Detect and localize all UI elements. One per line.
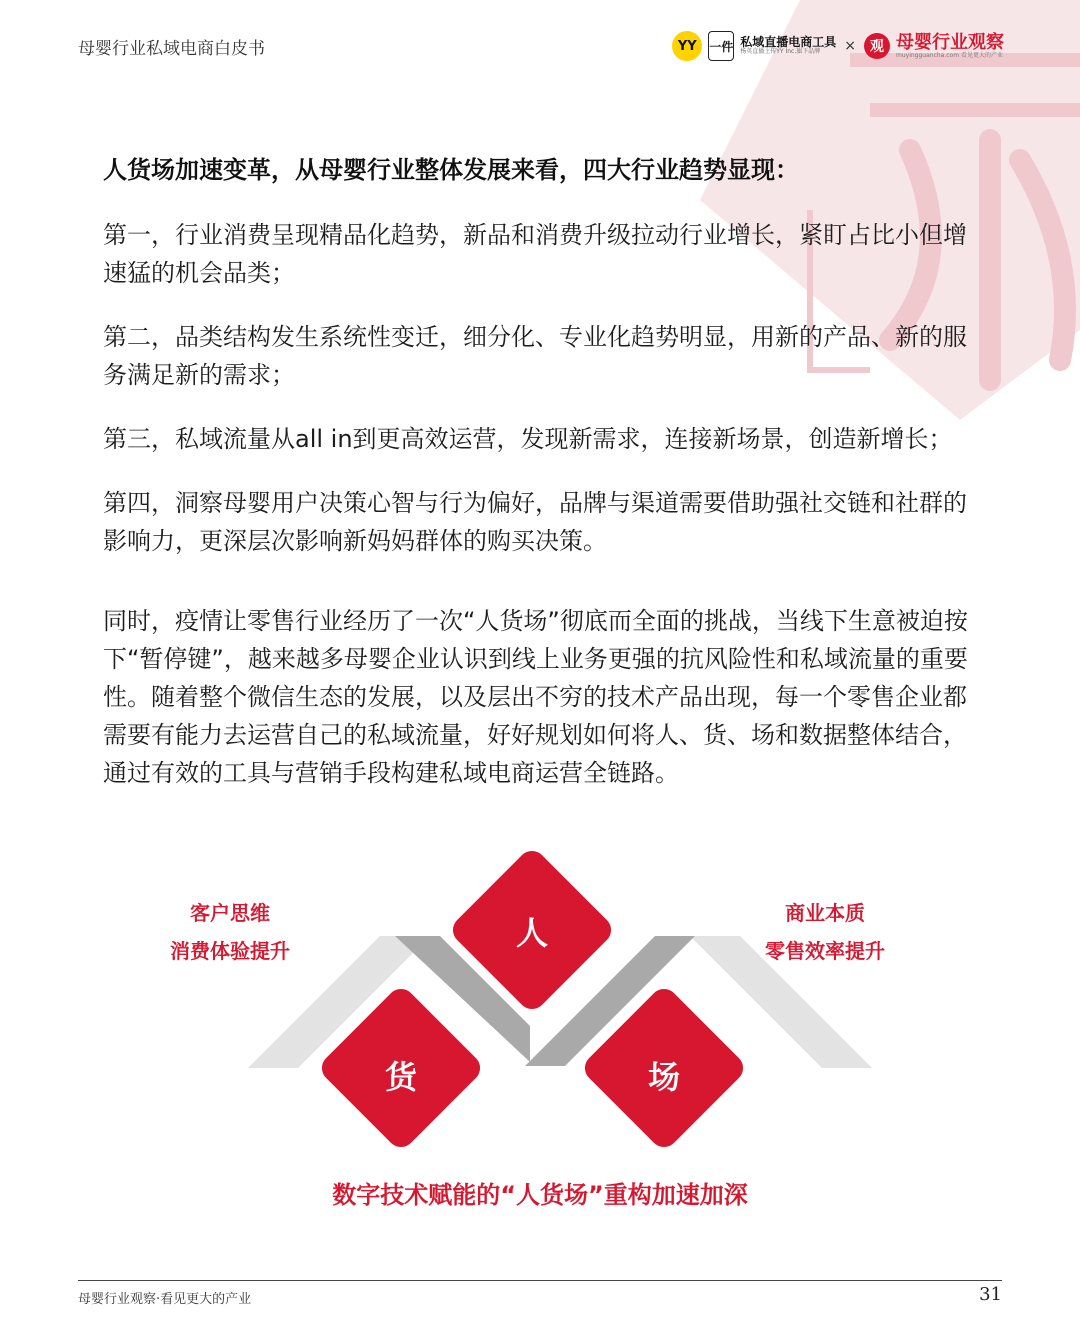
right-label-line2: 零售效率提升	[765, 939, 885, 963]
brand-sub-text: 杨英直播上传YY Inc.旗下品牌	[740, 48, 821, 56]
summary-paragraph: 同时，疫情让零售行业经历了一次“人货场”彻底而全面的挑战，当线下生意被迫按下“暂停键”，越来越多母婴企业认识到线上业务更强的抗风险性和私域流量的重要性。随着整个微信生态的发展，以及层出不穷的技术产品出现，每一个零售企业都需要有能力去运营自己的私域流量，好好规划如何将人、货、场和数据整体结合，通过有效的工具与营销手段构建私域电商运营全链路。	[103, 607, 968, 787]
guan-main-text: 母婴行业观察	[896, 31, 1004, 53]
trend-item-1: 第一，行业消费呈现精品化趋势，新品和消费升级拉动行业增长，紧盯占比小但增速猛的机会品类；	[103, 221, 967, 287]
document-title: 母婴行业私域电商白皮书	[78, 39, 265, 59]
yy-logo-icon: YY	[672, 31, 702, 61]
right-label-line1: 商业本质	[785, 901, 865, 925]
people-goods-place-diagram	[0, 830, 1080, 1230]
diagram-shapes	[0, 830, 1080, 1170]
footer-divider	[78, 1280, 1002, 1281]
footer-tagline: 母婴行业观察·看见更大的产业	[78, 1292, 252, 1307]
yijian-logo-icon: 一件	[708, 31, 734, 61]
right-label	[745, 894, 905, 970]
guan-sub-text: muyingguancha.com 看见更大的产业	[896, 51, 1003, 59]
brand-main-text: 私域直播电商工具	[740, 35, 837, 50]
guan-logo-icon: 观	[864, 33, 890, 59]
trend-item-4: 第四，洞察母婴用户决策心智与行为偏好，品牌与渠道需要借助强社交链和社群的影响力，更深层次影响新妈妈群体的购买决策。	[103, 489, 967, 555]
guan-brand-text	[896, 33, 1004, 59]
brand-logos	[672, 26, 1004, 66]
yijian-brand-text	[740, 36, 836, 56]
main-content	[103, 150, 983, 818]
lead-heading: 人货场加速变革，从母婴行业整体发展来看，四大行业趋势显现：	[103, 156, 799, 184]
trend-item-3: 第三，私域流量从all in到更高效运营，发现新需求，连接新场景，创造新增长；	[103, 425, 953, 453]
node-left-label: 货	[384, 1058, 417, 1096]
times-symbol: ×	[844, 38, 856, 54]
diagram-caption: 数字技术赋能的“人货场”重构加速加深	[332, 1181, 748, 1209]
left-label-line2: 消费体验提升	[170, 939, 290, 963]
left-label	[150, 894, 310, 970]
node-right-label: 场	[647, 1058, 680, 1096]
node-top-label: 人	[515, 914, 548, 952]
left-label-line1: 客户思维	[190, 901, 270, 925]
trend-item-2: 第二，品类结构发生系统性变迁，细分化、专业化趋势明显，用新的产品、新的服务满足新的需求；	[103, 323, 967, 389]
page-number: 31	[979, 1284, 1002, 1305]
